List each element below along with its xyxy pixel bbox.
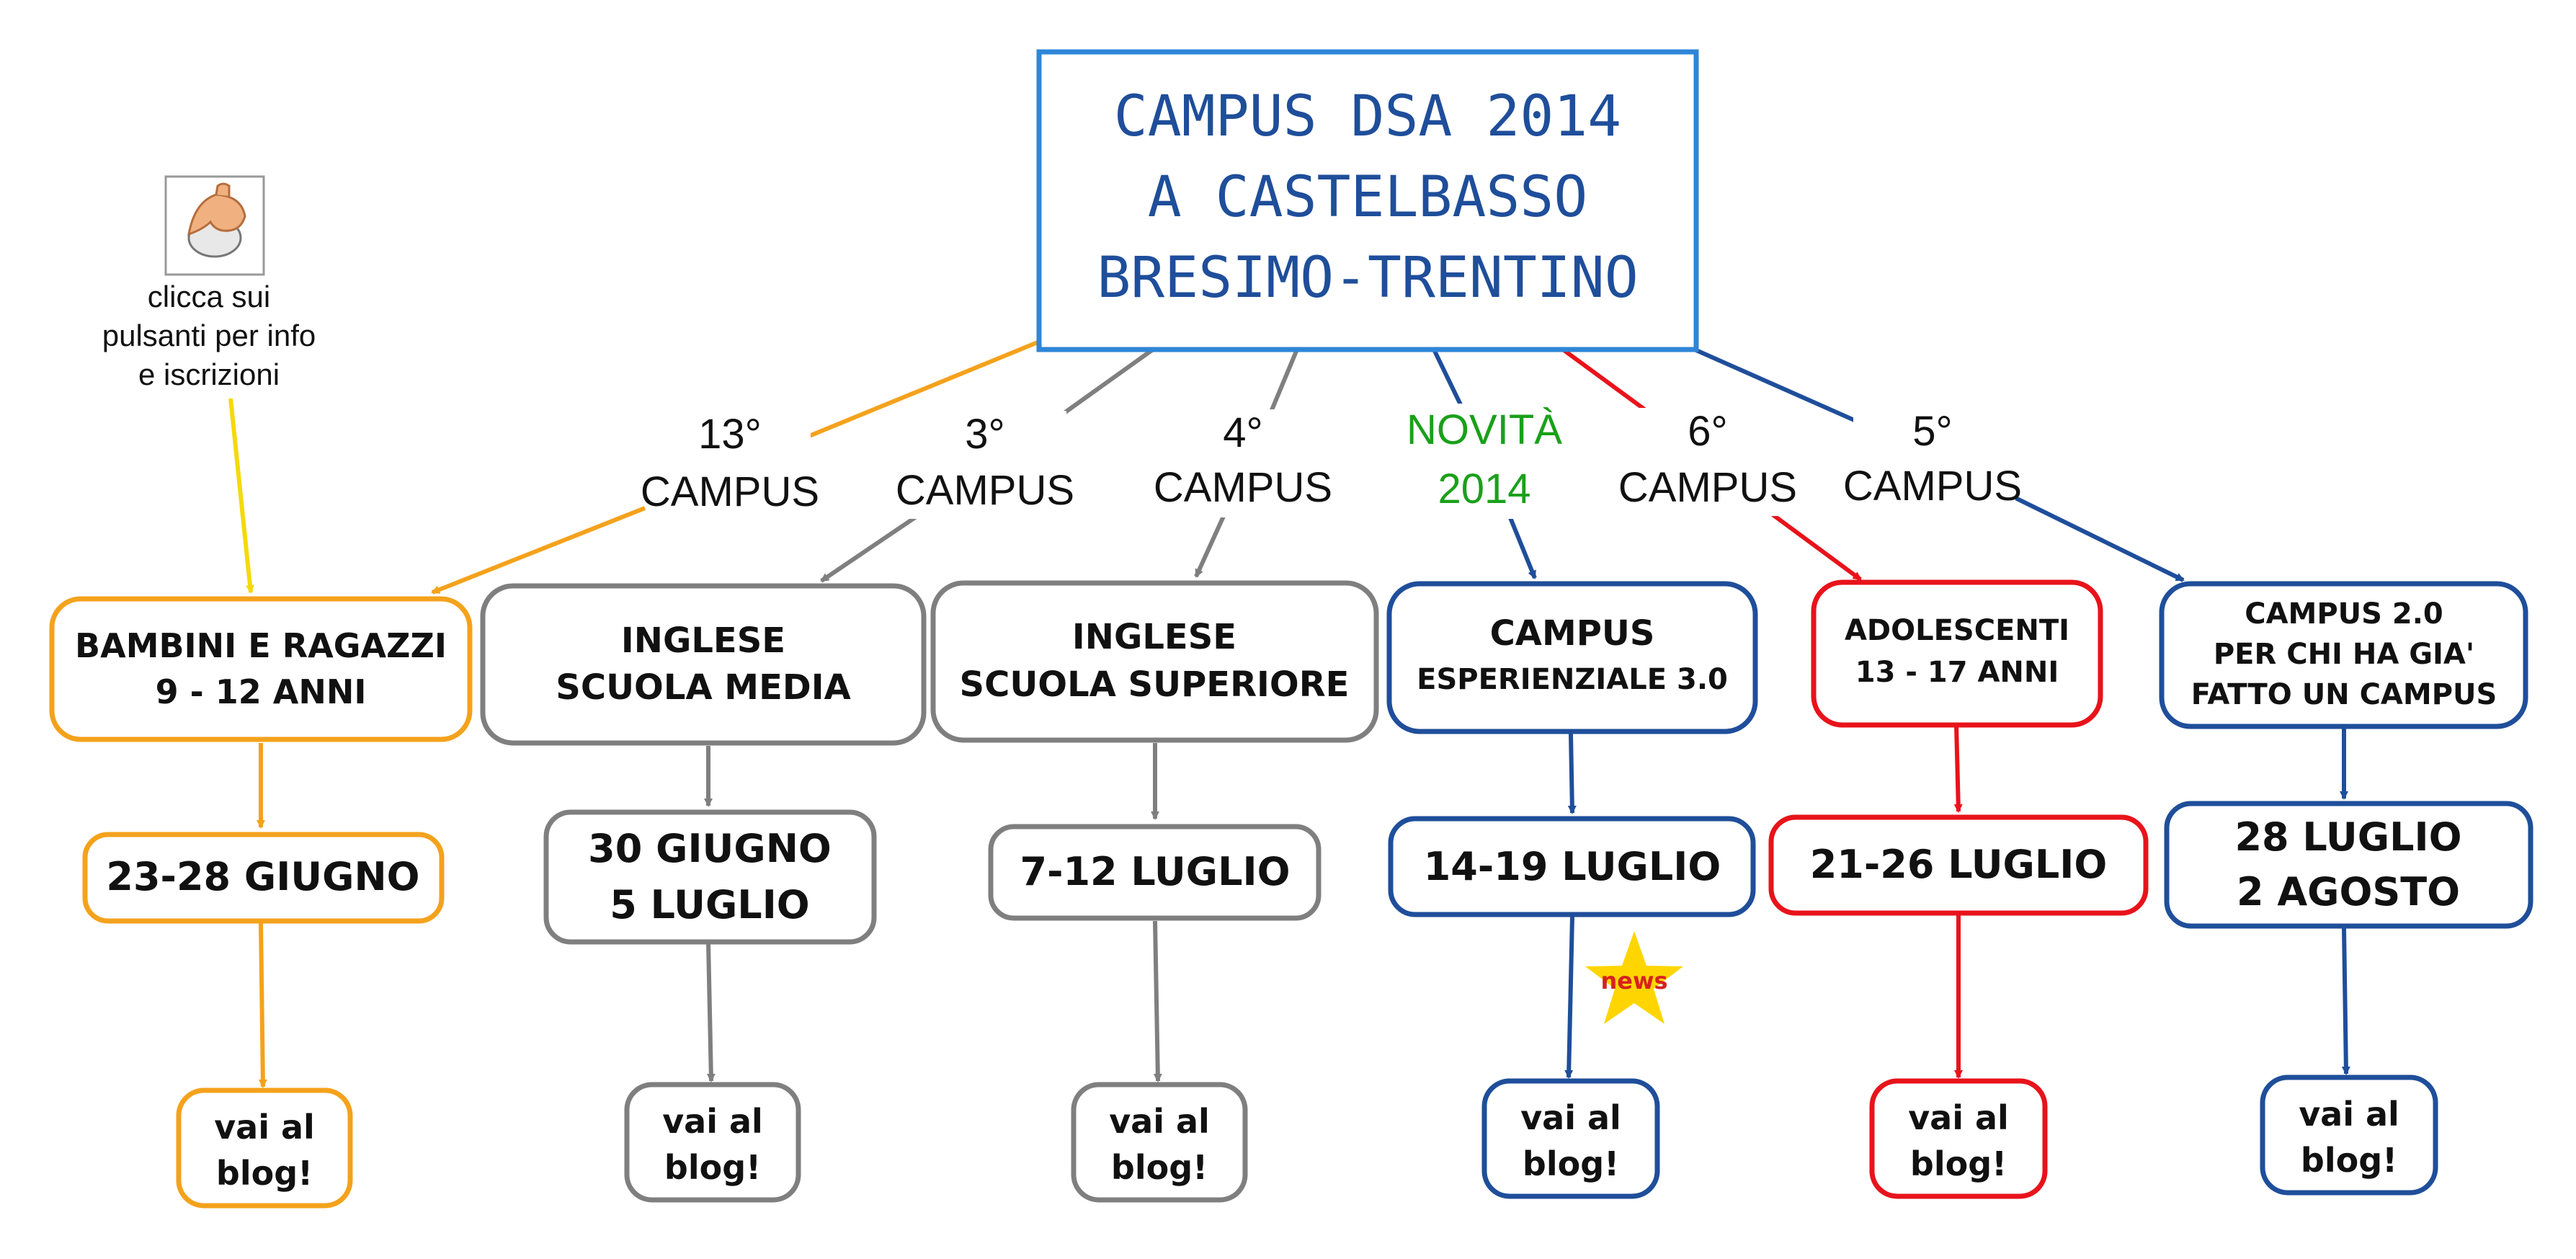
link-dates-to-blog-6 [2344, 928, 2346, 1074]
branch-1-main-line-1: BAMBINI E RAGAZZI [75, 626, 447, 665]
branch-2-main-line-1: INGLESE [620, 620, 786, 661]
branch-4-main-line-2: ESPERIENZIALE 3.0 [1417, 663, 1728, 696]
link-hint-to-main-1 [231, 399, 251, 592]
branch-3-dates-line-1: 7-12 LUGLIO [1020, 849, 1291, 894]
branch-6-main-line-2: PER CHI HA GIA' [2213, 638, 2475, 671]
branch-2 [483, 586, 924, 1200]
branch-6 [2162, 584, 2531, 1193]
branch-6-label-line-1: 5° [1912, 408, 1953, 455]
branch-1-dates-line-1: 23-28 GIUGNO [106, 854, 420, 899]
branch-2-main-line-2: SCUOLA MEDIA [556, 667, 851, 708]
branch-5-dates-box[interactable] [1771, 817, 2146, 913]
branch-4-blog-button[interactable] [1484, 1081, 1657, 1196]
title-line-1: CAMPUS DSA 2014 [1113, 84, 1622, 149]
link-dates-to-blog-1 [261, 923, 263, 1087]
branch-5-dates-line-1: 21-26 LUGLIO [1809, 842, 2108, 887]
branch-5-label [1618, 408, 1797, 516]
branch-4-label-line-1: NOVITÀ [1407, 406, 1562, 453]
branch-2-dates-line-2: 5 LUGLIO [610, 882, 810, 927]
branch-6-main-line-3: FATTO UN CAMPUS [2191, 678, 2497, 711]
branch-4-blog-line-2: blog! [1522, 1144, 1620, 1183]
link-main-to-dates-4 [1571, 734, 1572, 813]
branch-4-label-line-2: 2014 [1438, 466, 1531, 512]
branch-4-dates-box[interactable] [1391, 819, 1753, 915]
link-label-to-main-2 [821, 516, 917, 581]
branch-3-main-box[interactable] [933, 583, 1376, 740]
branch-6-dates-line-2: 2 AGOSTO [2236, 869, 2461, 915]
branch-4-dates-line-1: 14-19 LUGLIO [1423, 844, 1721, 889]
branch-5-blog-line-1: vai al [1908, 1098, 2009, 1137]
branch-3-label-line-1: 4° [1223, 409, 1263, 456]
link-label-to-main-1 [432, 508, 645, 592]
branch-2-label-line-2: CAMPUS [895, 467, 1075, 514]
branch-2-label-line-1: 3° [965, 411, 1005, 458]
branch-3-blog-button[interactable] [1074, 1085, 1245, 1200]
branch-6-blog-line-1: vai al [2299, 1095, 2399, 1134]
title-line-3: BRESIMO-TRENTINO [1097, 246, 1639, 311]
news-badge-label: news [1600, 967, 1668, 995]
title-line-2: A CASTELBASSO [1147, 165, 1588, 230]
branch-5-main-line-2: 13 - 17 ANNI [1855, 656, 2059, 689]
branch-5-blog-line-2: blog! [1909, 1144, 2007, 1183]
branch-5-label-line-1: 6° [1688, 408, 1728, 455]
link-dates-to-blog-2 [708, 943, 711, 1081]
branch-3 [933, 583, 1376, 1200]
branch-3-main-line-1: INGLESE [1071, 617, 1237, 657]
link-dates-to-blog-4 [1569, 917, 1572, 1077]
link-label-to-main-3 [1196, 513, 1225, 577]
branch-2-blog-button[interactable] [627, 1085, 798, 1200]
branch-2-blog-line-1: vai al [662, 1102, 763, 1141]
branch-1 [52, 599, 470, 1206]
link-label-to-main-6 [2014, 497, 2183, 580]
branch-1-main-line-2: 9 - 12 ANNI [155, 672, 367, 711]
branch-6-main-line-1: CAMPUS 2.0 [2245, 597, 2443, 631]
hint-line-1: clicca sui [147, 280, 271, 313]
branch-6-main-box[interactable] [2162, 584, 2526, 726]
branch-5-label-line-2: CAMPUS [1618, 464, 1798, 511]
branch-1-dates-box[interactable] [85, 835, 442, 921]
branch-4-blog-line-1: vai al [1520, 1098, 1621, 1137]
branch-4-main-line-1: CAMPUS [1489, 613, 1655, 654]
title-box [1039, 52, 1696, 350]
branch-3-dates-box[interactable] [991, 827, 1319, 918]
branch-3-main-line-2: SCUOLA SUPERIORE [959, 664, 1350, 705]
branch-2-label [896, 411, 1074, 519]
branch-6-dates-box[interactable] [2167, 804, 2531, 926]
branch-2-main-box[interactable] [483, 586, 924, 743]
branch-3-label-line-2: CAMPUS [1153, 464, 1333, 511]
branch-1-label-line-1: 13° [698, 411, 762, 458]
branch-5-main-line-1: ADOLESCENTI [1844, 614, 2070, 647]
branch-1-label-line-2: CAMPUS [640, 468, 820, 515]
branch-5 [1771, 582, 2146, 1196]
branch-1-blog-button[interactable] [179, 1090, 350, 1206]
branch-1-main-box[interactable] [52, 599, 470, 739]
branch-5-main-box[interactable] [1814, 582, 2100, 725]
branch-2-dates-box[interactable] [546, 812, 874, 942]
link-dates-to-blog-3 [1155, 921, 1158, 1081]
branch-2-blog-line-2: blog! [664, 1148, 762, 1187]
hint-line-2: pulsanti per info [102, 319, 316, 352]
link-main-to-dates-5 [1956, 725, 1958, 811]
branch-1-blog-line-1: vai al [214, 1108, 315, 1147]
branch-6-label [1843, 408, 2022, 516]
branch-1-label [641, 411, 819, 519]
branch-1-blog-line-2: blog! [215, 1154, 313, 1193]
branch-3-label [1154, 409, 1332, 517]
branch-4-label [1407, 404, 1564, 519]
branch-2-dates-line-1: 30 GIUGNO [588, 826, 832, 871]
branch-5-blog-button[interactable] [1872, 1081, 2045, 1196]
news-badge [1585, 931, 1683, 1024]
branch-3-blog-line-1: vai al [1109, 1102, 1210, 1141]
mouse-click-icon [166, 177, 264, 275]
branch-6-blog-button[interactable] [2263, 1077, 2435, 1193]
link-label-to-main-4 [1510, 516, 1535, 578]
branch-6-blog-line-2: blog! [2300, 1141, 2398, 1180]
hint-line-3: e iscrizioni [138, 357, 280, 391]
link-label-to-main-5 [1773, 515, 1860, 579]
branch-4 [1389, 584, 1755, 1196]
branch-3-blog-line-2: blog! [1110, 1148, 1208, 1187]
branch-4-main-box[interactable] [1389, 584, 1755, 731]
hint [102, 177, 316, 391]
branch-6-label-line-2: CAMPUS [1842, 463, 2023, 510]
branch-6-dates-line-1: 28 LUGLIO [2234, 814, 2462, 860]
